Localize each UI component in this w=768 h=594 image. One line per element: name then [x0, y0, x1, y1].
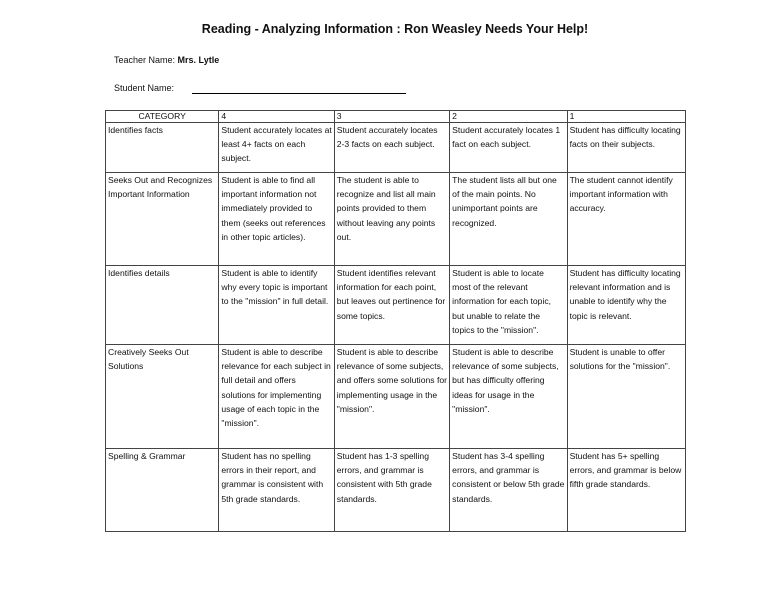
score-3-cell: The student is able to recognize and list all main points provided to them without leaving any points out.: [334, 173, 449, 266]
score-1-cell: Student is unable to offer solutions for the "mission".: [567, 345, 685, 449]
score-3-cell: Student has 1-3 spelling errors, and grammar is consistent with 5th grade standards.: [334, 449, 449, 532]
teacher-name-label: Teacher Name:: [114, 55, 176, 65]
student-name-blank: [192, 93, 406, 94]
student-name-label: Student Name:: [114, 83, 175, 93]
score-1-cell: Student has difficulty locating relevant information and is unable to identify why the topic is relevant.: [567, 266, 685, 345]
header-score-2: 2: [450, 111, 567, 123]
document-title: Reading - Analyzing Information : Ron Weasley Needs Your Help!: [201, 22, 589, 36]
score-2-cell: Student is able to locate most of the relevant information for each topic, but unable to relate the topics to the "mission".: [450, 266, 567, 345]
score-1-cell: Student has 5+ spelling errors, and grammar is below fifth grade standards.: [567, 449, 685, 532]
score-3-cell: Student identifies relevant information for each point, but leaves out pertinence for some topics.: [334, 266, 449, 345]
score-1-cell: Student has difficulty locating facts on their subjects.: [567, 123, 685, 173]
table-row: [106, 123, 686, 173]
table-row: [106, 173, 686, 266]
score-4-cell: Student is able to identify why every topic is important to the "mission" in full detail.: [219, 266, 334, 345]
category-cell: Spelling & Grammar: [106, 449, 219, 532]
teacher-name-line: [114, 55, 219, 65]
rubric-table: [105, 110, 686, 532]
score-2-cell: The student lists all but one of the main points. No unimportant points are recognized.: [450, 173, 567, 266]
score-1-cell: The student cannot identify important information with accuracy.: [567, 173, 685, 266]
score-4-cell: Student accurately locates at least 4+ facts on each subject.: [219, 123, 334, 173]
header-score-4: 4: [219, 111, 334, 123]
teacher-name-value: Mrs. Lytle: [177, 55, 220, 65]
score-2-cell: Student accurately locates 1 fact on each subject.: [450, 123, 567, 173]
score-3-cell: Student accurately locates 2-3 facts on each subject.: [334, 123, 449, 173]
student-name-line: [114, 83, 174, 93]
category-cell: Identifies details: [106, 266, 219, 345]
category-cell: Creatively Seeks Out Solutions: [106, 345, 219, 449]
score-3-cell: Student is able to describe relevance of some subjects, and offers some solutions for implementing usage in the "mission".: [334, 345, 449, 449]
rubric-header-row: [106, 111, 686, 123]
score-2-cell: Student is able to describe relevance of some subjects, but has difficulty offering ideas for usage in the "mission".: [450, 345, 567, 449]
score-2-cell: Student has 3-4 spelling errors, and grammar is consistent or below 5th grade standards.: [450, 449, 567, 532]
score-4-cell: Student has no spelling errors in their report, and grammar is consistent with 5th grade standards.: [219, 449, 334, 532]
header-score-3: 3: [334, 111, 449, 123]
header-category: CATEGORY: [106, 111, 219, 123]
score-4-cell: Student is able to describe relevance for each subject in full detail and offers solutions for implementing usage of each topic in the "mission".: [219, 345, 334, 449]
score-4-cell: Student is able to find all important information not immediately provided to them (seeks out references in other topic articles).: [219, 173, 334, 266]
table-row: [106, 266, 686, 345]
table-row: [106, 345, 686, 449]
header-score-1: 1: [567, 111, 685, 123]
table-row: [106, 449, 686, 532]
category-cell: Seeks Out and Recognizes Important Information: [106, 173, 219, 266]
category-cell: Identifies facts: [106, 123, 219, 173]
